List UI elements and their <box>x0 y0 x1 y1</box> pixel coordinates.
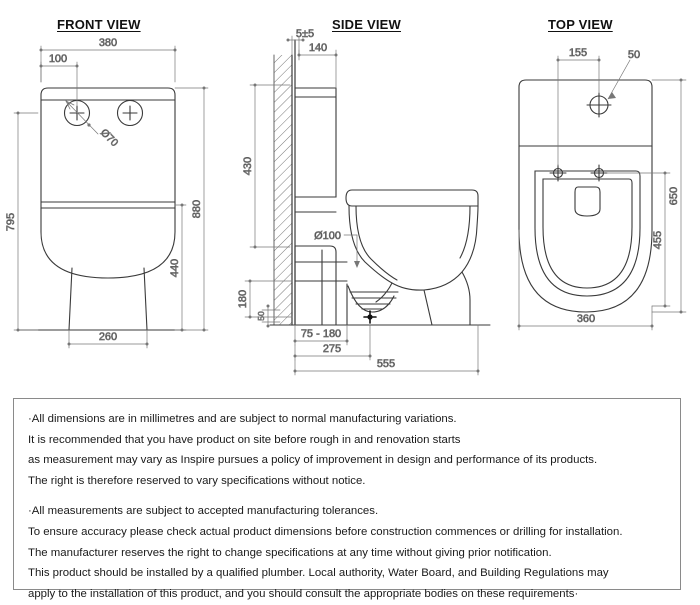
dim-top-455 <box>607 173 670 306</box>
dim-front-260 <box>69 330 147 348</box>
dim-label-side-outlet-height: 180 <box>237 289 249 309</box>
dim-label-front-hole-offset: 100 <box>48 53 68 65</box>
front-view-outline <box>20 88 185 330</box>
dim-top-hole-size <box>608 49 640 99</box>
note-line: ·All measurements are subject to accepted manufacturing tolerances. <box>28 505 379 518</box>
dim-front-880 <box>175 88 208 330</box>
top-view-outline <box>519 80 652 312</box>
dim-label-side-cistern-depth: 140 <box>308 42 328 54</box>
dim-front-795 <box>5 113 38 330</box>
dim-label-side-setout-range: 75 - 180 <box>300 328 342 340</box>
note-line: It is recommended that you have product on site before rough in and renovation starts <box>28 433 461 446</box>
dim-label-front-foot-width: 260 <box>98 331 118 343</box>
note-line: ·All dimensions are in millimetres and are subject to normal manufacturing variations. <box>28 413 457 425</box>
dim-label-side-overall-depth: 555 <box>376 358 396 370</box>
dim-label-side-trap-to-wall: 275 <box>322 343 342 355</box>
dim-label-front-width: 380 <box>98 37 118 49</box>
dim-label-front-hole-diameter: Ø70 <box>97 126 121 150</box>
note-line: The right is therefore reserved to vary specifications without notice. <box>28 474 366 487</box>
notes-separator <box>28 491 666 501</box>
note-line: To ensure accuracy please check actual product dimensions before construction commences or drilling for installation. <box>28 525 623 538</box>
note-line: This product should be installed by a qualified plumber. Local authority, Water Board, and Building Regulations may <box>28 567 609 580</box>
dim-label-side-wall-gap: 5±5 <box>295 28 315 40</box>
note-line: apply to the installation of this product, and you should consult the appropriate bodies on these requirements· <box>28 587 579 600</box>
front-view-title: FRONT VIEW <box>57 17 141 32</box>
side-view-wall <box>274 40 295 325</box>
dim-label-side-outlet-diameter: Ø100 <box>314 230 341 242</box>
dim-side-setout <box>295 325 347 345</box>
dim-label-top-overall-depth: 650 <box>668 186 680 206</box>
dim-label-top-hole-spacing: 155 <box>568 47 588 59</box>
dim-top-155 <box>558 47 599 166</box>
note-line: as measurement may vary as Inspire pursues a policy of improvement in design and performance of its products. <box>28 454 598 467</box>
dim-label-top-bowl-depth: 455 <box>652 230 664 250</box>
dim-label-front-bowl-height: 440 <box>169 258 181 278</box>
side-view-title: SIDE VIEW <box>332 17 401 32</box>
side-view-group <box>237 28 490 375</box>
top-view-title: TOP VIEW <box>548 17 613 32</box>
front-view-group <box>5 37 208 348</box>
dim-label-top-bowl-width: 360 <box>576 313 596 325</box>
dim-label-side-floor-offset: 50 <box>256 311 266 321</box>
dim-label-front-total-height: 880 <box>191 199 203 219</box>
dim-label-side-cistern-height: 430 <box>242 156 254 176</box>
dim-label-front-overall-height: 795 <box>5 212 17 232</box>
dim-front-440 <box>169 205 186 330</box>
dim-top-360 <box>519 230 652 330</box>
dim-label-top-hole-size: 50 <box>627 49 641 61</box>
dim-front-100 <box>41 53 77 106</box>
top-view-group <box>519 47 686 330</box>
note-line: The manufacturer reserves the right to change specifications at any time without giving prior notification. <box>28 546 552 559</box>
notes-panel <box>13 398 681 600</box>
dim-top-650 <box>652 80 686 312</box>
dim-side-140 <box>299 42 336 88</box>
side-view-outline <box>270 88 490 325</box>
